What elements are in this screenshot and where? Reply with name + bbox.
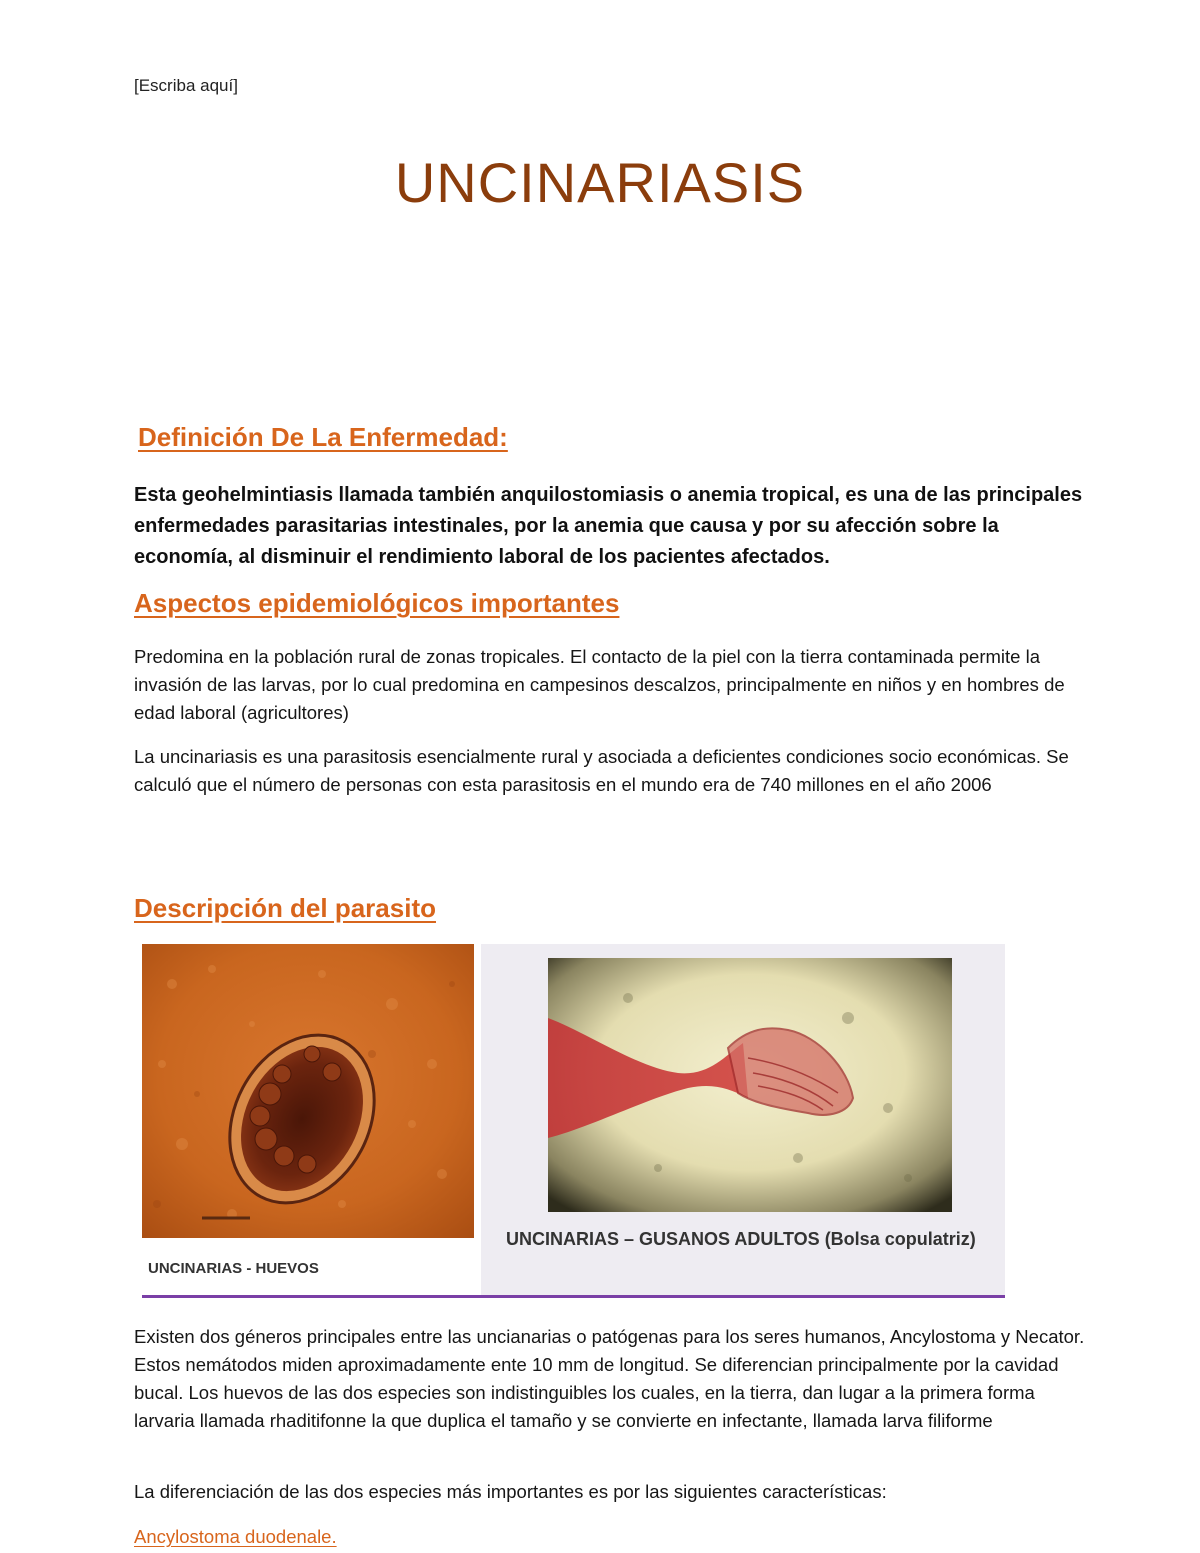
header-placeholder: [Escriba aquí] bbox=[134, 76, 238, 95]
hookworm-egg-image bbox=[142, 944, 474, 1238]
heading-descripcion: Descripción del parasito bbox=[134, 893, 436, 923]
adult-worm-image bbox=[548, 958, 952, 1212]
paragraph-definicion: Esta geohelmintiasis llamada también anquilostomiasis o anemia tropical, es una de las principales enfermedades parasitarias intestinales, por la anemia que causa y por su afección sobre la economía, al disminuir el rendimiento laboral de los pacientes afectados. bbox=[134, 484, 1083, 568]
paragraph-descripcion-1: Existen dos géneros principales entre las uncianarias o patógenas para los seres humanos, Ancylostoma y Necator. Estos nemátodos miden aproximadamente ente 10 mm de longitud. Se diferencian principalmente por la cavidad bucal. Los huevos de las dos especies son indistinguibles los cuales, en la tierra, dan lugar a la primera forma larvaria llamada rhaditifonne la que duplica el tamaño y se convierte en infectante, llamada larva filiforme bbox=[134, 1326, 1085, 1431]
subheading-ancylostoma: Ancylostoma duodenale. bbox=[134, 1526, 337, 1547]
heading-aspectos: Aspectos epidemiológicos importantes bbox=[134, 588, 620, 618]
paragraph-aspectos-2: La uncinariasis es una parasitosis esencialmente rural y asociada a deficientes condiciones socio económicas. Se calculó que el número de personas con esta parasitosis en el mundo era de 740 millones en el año 2006 bbox=[134, 746, 1069, 795]
page-title: UNCINARIASIS bbox=[394, 151, 806, 214]
paragraph-aspectos-1: Predomina en la población rural de zonas tropicales. El contacto de la piel con la tierra contaminada permite la invasión de las larvas, por lo cual predomina en campesinos descalzos, principalmente en niños y en hombres de edad laboral (agricultores) bbox=[134, 646, 1065, 723]
heading-definicion: Definición De La Enfermedad: bbox=[138, 422, 508, 452]
paragraph-descripcion-2: La diferenciación de las dos especies más importantes es por las siguientes características: bbox=[134, 1481, 887, 1502]
caption-left: UNCINARIAS - HUEVOS bbox=[148, 1260, 319, 1277]
caption-left-box bbox=[142, 1238, 474, 1296]
caption-right: UNCINARIAS – GUSANOS ADULTOS (Bolsa copulatriz) bbox=[506, 1229, 976, 1249]
image-divider bbox=[142, 1295, 1005, 1298]
